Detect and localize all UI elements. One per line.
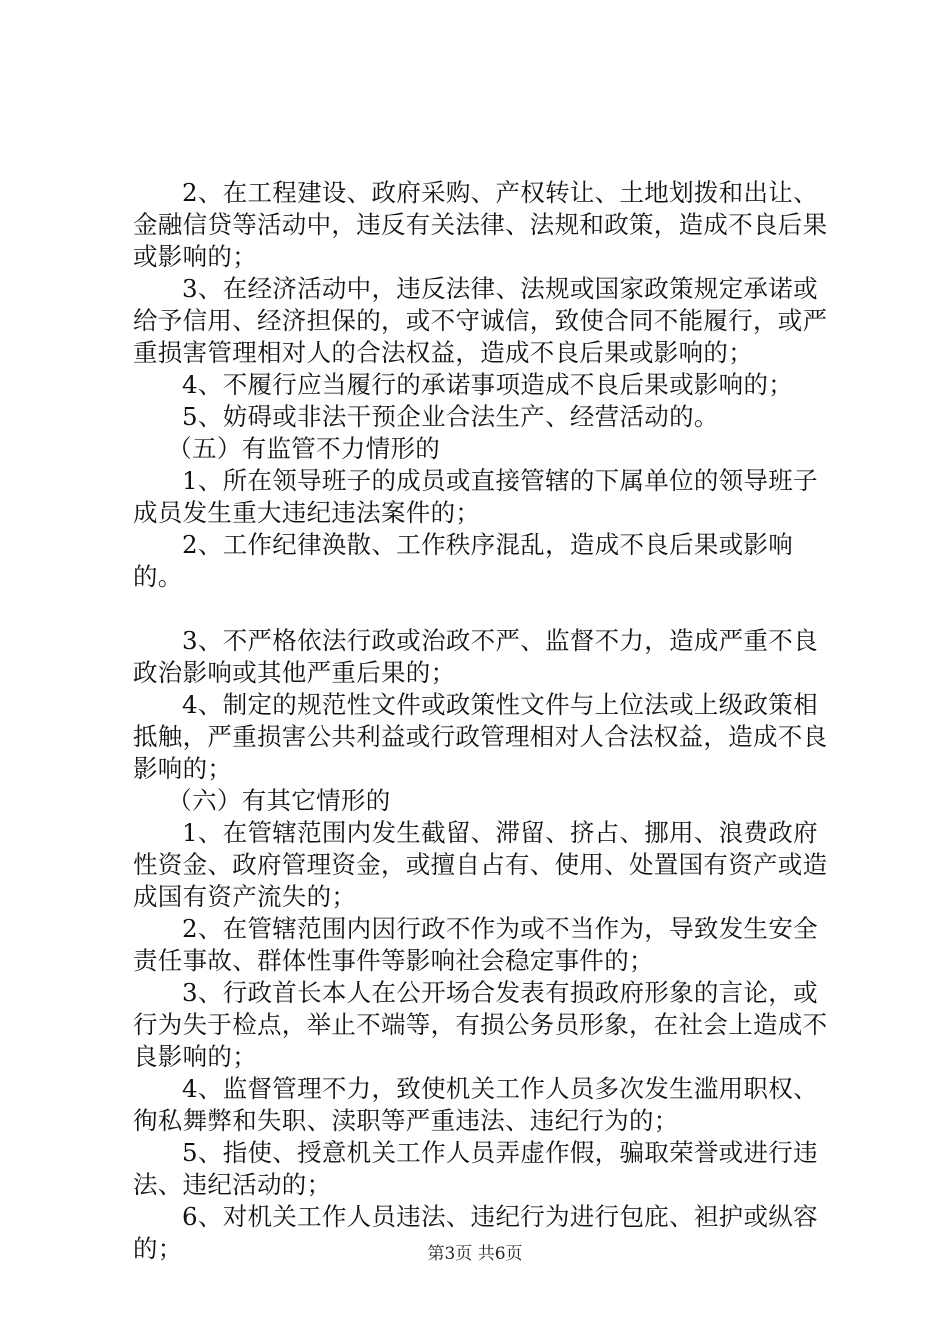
paragraph: 4、不履行应当履行的承诺事项造成不良后果或影响的； bbox=[182, 370, 794, 399]
paragraph: 5、指使、授意机关工作人员弄虚作假，骗取荣誉或进行违法、违纪活动的； bbox=[133, 1138, 818, 1199]
paragraph: 3、在经济活动中，违反法律、法规或国家政策规定承诺或给予信用、经济担保的，或不守诚信，致使合同不能履行，或严重损害管理相对人的合法权益，造成不良后果或影响的； bbox=[133, 274, 828, 367]
paragraph: 4、制定的规范性文件或政策性文件与上位法或上级政策相抵触，严重损害公共利益或行政管理相对人合法权益，造成不良影响的； bbox=[133, 690, 828, 783]
paragraph: 2、工作纪律涣散、工作秩序混乱，造成不良后果或影响的。 bbox=[133, 530, 794, 591]
paragraph: 4、监督管理不力，致使机关工作人员多次发生滥用职权、徇私舞弊和失职、渎职等严重违法、违纪行为的； bbox=[133, 1074, 818, 1135]
section-heading: （六）有其它情形的 bbox=[167, 786, 391, 815]
paragraph: 2、在工程建设、政府采购、产权转让、土地划拨和出让、金融信贷等活动中，违反有关法律、法规和政策，造成不良后果或影响的； bbox=[133, 178, 828, 271]
paragraph: 1、所在领导班子的成员或直接管辖的下属单位的领导班子成员发生重大违纪违法案件的； bbox=[133, 466, 818, 527]
document-body bbox=[133, 177, 833, 1265]
section-heading: （五）有监管不力情形的 bbox=[167, 434, 441, 463]
paragraph: 3、行政首长本人在公开场合发表有损政府形象的言论，或行为失于检点，举止不端等，有损公务员形象，在社会上造成不良影响的； bbox=[133, 978, 828, 1071]
paragraph: 3、不严格依法行政或治政不严、监督不力，造成严重不良政治影响或其他严重后果的； bbox=[133, 626, 818, 687]
paragraph: 2、在管辖范围内因行政不作为或不当作为，导致发生安全责任事故、群体性事件等影响社会稳定事件的； bbox=[133, 914, 818, 975]
paragraph: 6、对机关工作人员违法、违纪行为进行包庇、袒护或纵容的； bbox=[133, 1202, 818, 1263]
paragraph: 5、妨碍或非法干预企业合法生产、经营活动的。 bbox=[182, 402, 719, 431]
page-number-footer: 第3页 共6页 bbox=[427, 1244, 523, 1264]
paragraph: 1、在管辖范围内发生截留、滞留、挤占、挪用、浪费政府性资金、政府管理资金，或擅自占有、使用、处置国有资产或造成国有资产流失的； bbox=[133, 818, 828, 911]
